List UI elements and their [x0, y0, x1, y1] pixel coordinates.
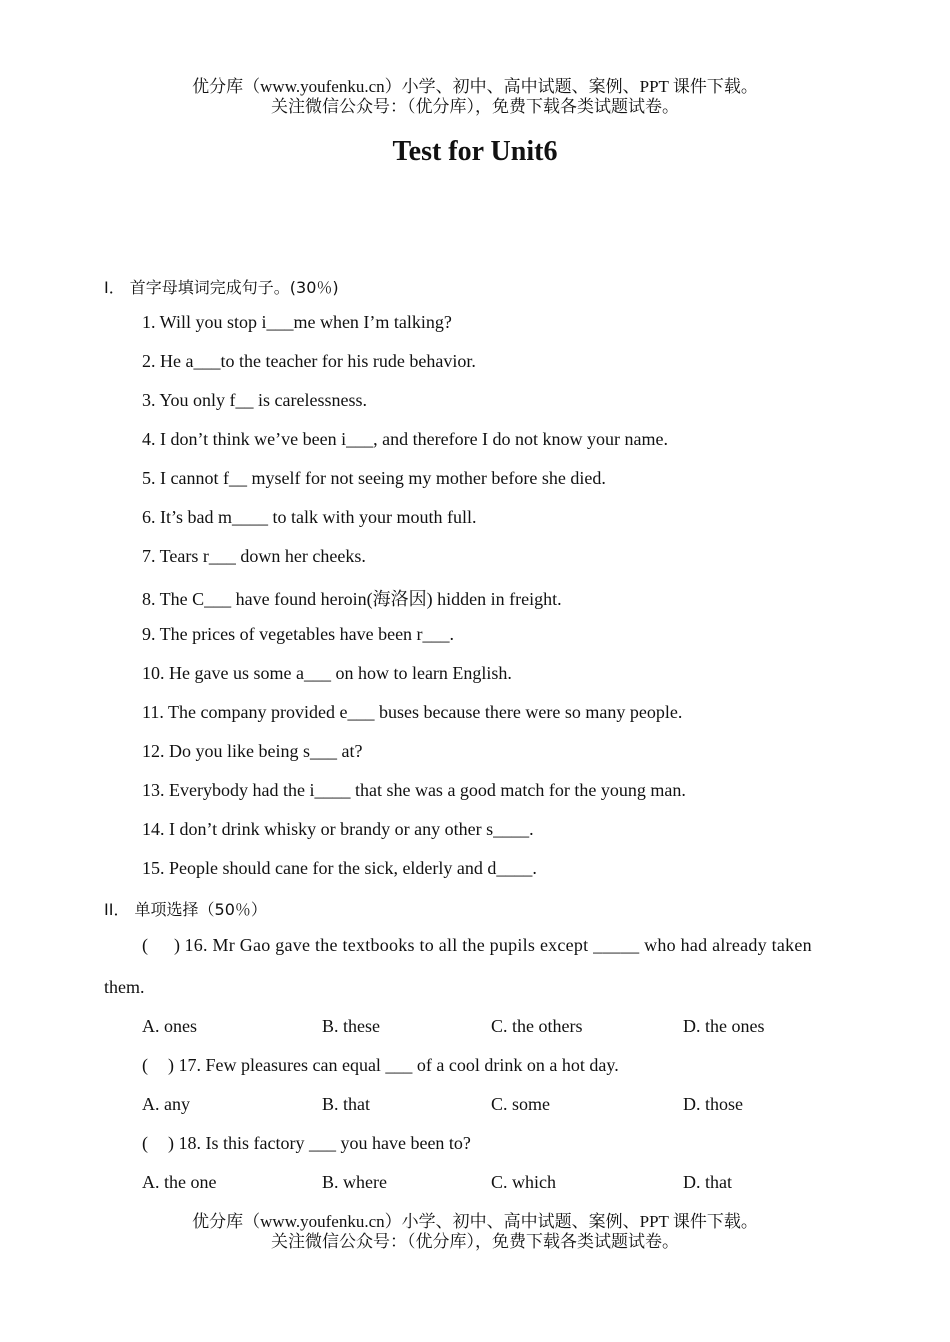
answer-paren-close: ) — [174, 935, 180, 955]
footer-ad-line-1: 优分库（www.youfenku.cn）小学、初中、高中试题、案例、PPT 课件下载。 — [192, 1212, 758, 1231]
question-item: 4. I don’t think we’ve been i___, and therefore I do not know your name. — [142, 429, 669, 449]
header-ad-line-2: 关注微信公众号：（优分库），免费下载各类试题试卷。 — [271, 97, 679, 116]
question-item: 2. He a___to the teacher for his rude behavior. — [142, 351, 476, 371]
option-c: C. the others — [491, 1016, 583, 1036]
answer-paren-close: ) — [168, 1133, 174, 1153]
question-item: 3. You only f__ is carelessness. — [142, 390, 367, 410]
option-a: A. ones — [142, 1016, 197, 1036]
option-c: C. which — [491, 1172, 556, 1192]
option-d: D. the ones — [683, 1016, 765, 1036]
option-d: D. that — [683, 1172, 732, 1192]
question-item: 7. Tears r___ down her cheeks. — [142, 546, 366, 566]
question-item: 12. Do you like being s___ at? — [142, 741, 363, 761]
question-item: 15. People should cane for the sick, elderly and d____. — [142, 858, 537, 878]
option-b: B. that — [322, 1094, 370, 1114]
question-item: 9. The prices of vegetables have been r___. — [142, 624, 455, 644]
option-a: A. the one — [142, 1172, 217, 1192]
question-16 — [142, 935, 812, 956]
option-d: D. those — [683, 1094, 743, 1114]
answer-paren-open: ( — [142, 1055, 148, 1075]
option-a: A. any — [142, 1094, 190, 1114]
question-item: 13. Everybody had the i____ that she was a good match for the young man. — [142, 780, 686, 800]
option-b: B. these — [322, 1016, 380, 1036]
option-c: C. some — [491, 1094, 551, 1114]
header-ad-line-1: 优分库（www.youfenku.cn）小学、初中、高中试题、案例、PPT 课件下载。 — [192, 77, 758, 96]
question-item: 10. He gave us some a___ on how to learn English. — [142, 663, 512, 683]
answer-paren-open: ( — [142, 935, 148, 955]
question-text: 18. Is this factory ___ you have been to? — [178, 1133, 471, 1153]
question-18 — [142, 1133, 471, 1154]
question-17 — [142, 1055, 619, 1076]
question-16-continuation: them. — [104, 977, 145, 997]
question-text: 16. Mr Gao gave the textbooks to all the pupils except _____ who had already taken — [184, 935, 812, 955]
question-item: 1. Will you stop i___me when I’m talking? — [142, 312, 452, 332]
answer-paren-open: ( — [142, 1133, 148, 1153]
question-item: 11. The company provided e___ buses because there were so many people. — [142, 702, 683, 722]
section-1-heading: I． 首字母填词完成句子。(30％) — [104, 278, 339, 297]
question-item: 8. The C___ have found heroin(海洛因) hidden in freight. — [142, 589, 562, 609]
footer-ad-line-2: 关注微信公众号：（优分库），免费下载各类试题试卷。 — [271, 1232, 679, 1251]
option-b: B. where — [322, 1172, 387, 1192]
question-item: 14. I don’t drink whisky or brandy or any other s____. — [142, 819, 534, 839]
question-item: 5. I cannot f__ myself for not seeing my mother before she died. — [142, 468, 606, 488]
page-title: Test for Unit6 — [392, 136, 558, 167]
section-2-heading: II． 单项选择（50％） — [104, 900, 267, 919]
question-text: 17. Few pleasures can equal ___ of a cool drink on a hot day. — [178, 1055, 619, 1075]
question-item: 6. It’s bad m____ to talk with your mouth full. — [142, 507, 477, 527]
answer-paren-close: ) — [168, 1055, 174, 1075]
